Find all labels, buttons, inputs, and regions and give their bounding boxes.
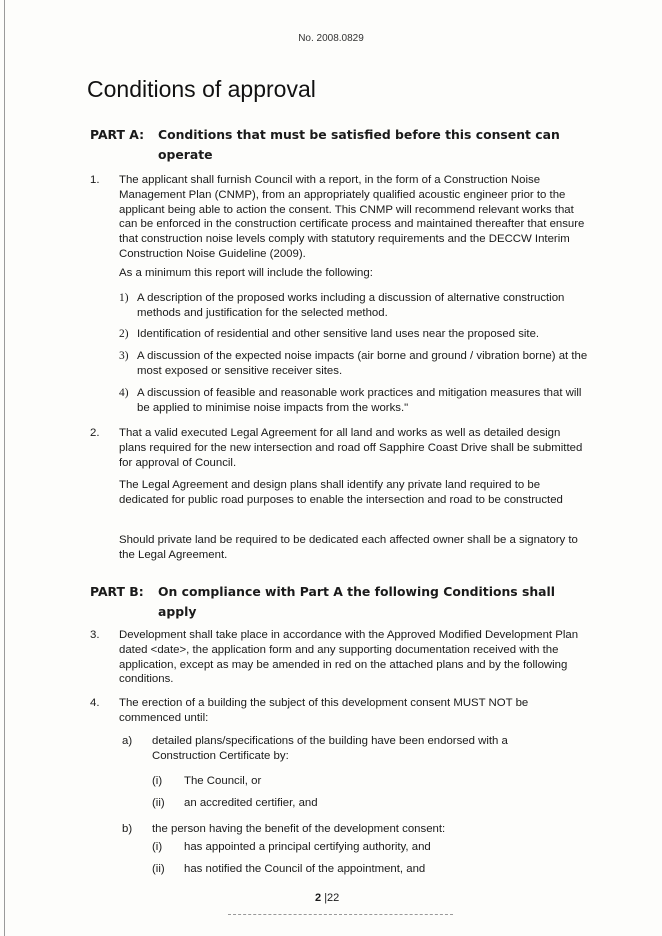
condition-number: 1. [90, 174, 100, 186]
condition-text: That a valid executed Legal Agreement for all land and works as well as detailed design plans required for the new intersection and road off Sapphire Coast Drive shall be submitted for approval of Council. [119, 427, 583, 469]
subitem-text: A description of the proposed works including a discussion of alternative construction methods and justification for the selected method. [137, 292, 565, 319]
page-number: 2 [315, 892, 322, 904]
item-label: a) [122, 735, 133, 747]
page-separator: | [324, 892, 328, 904]
subitem-number: 1) [119, 292, 129, 304]
part-a-text: Conditions that must be satisfied before this consent can operate [158, 127, 560, 162]
subitem-number: 3) [119, 350, 129, 362]
condition-2-para2: The Legal Agreement and design plans shall identify any private land required to be dedicated for public road purposes to enable the intersection and road to be constructed [119, 479, 563, 506]
page-footer [315, 892, 339, 904]
condition-number: 3. [90, 629, 100, 641]
page-title: Conditions of approval [87, 76, 316, 102]
condition-text: The applicant shall furnish Council with a report, in the form of a Construction Noise Management Plan (CNMP), from an appropriately qualified acoustic engineer prior to the applicant being able to action the consent. This CNMP will recommend relevant works that can be enforced in the construction certificate process and maintained thereafter that ensure that construction noise levels comply with statutory requirements and the DECCW Interim Construction Noise Guideline (2009). [119, 174, 585, 260]
condition-text: Development shall take place in accordance with the Approved Modified Development Plan dated <date>, the application form and any supporting documentation received with the application, except as may be amended in red on the attached plans and by the following conditions. [119, 629, 579, 686]
bottom-rule [228, 914, 453, 915]
item-text: an accredited certifier, and [184, 797, 318, 809]
subitem-text: Identification of residential and other sensitive land uses near the proposed site. [137, 328, 540, 340]
condition-2-para3: Should private land be required to be dedicated each affected owner shall be a signatory to the Legal Agreement. [119, 534, 578, 561]
item-text: has appointed a principal certifying authority, and [184, 841, 431, 853]
item-label: (i) [152, 841, 163, 853]
item-label: (ii) [152, 797, 165, 809]
page-total: 22 [327, 892, 340, 904]
subitem-text: A discussion of the expected noise impacts (air borne and ground / vibration borne) at the most exposed or sensitive receiver sites. [137, 350, 588, 377]
part-b-label: PART B: [90, 584, 144, 599]
subitem-number: 2) [119, 328, 129, 340]
document-number: No. 2008.0829 [298, 33, 364, 44]
item-label: b) [122, 823, 133, 835]
scan-edge-line [4, 0, 5, 936]
condition-1-intro: As a minimum this report will include the following: [119, 267, 373, 279]
item-text: detailed plans/specifications of the building have been endorsed with a Construction Certificate by: [152, 735, 508, 762]
part-a-label: PART A: [90, 127, 145, 142]
part-b-heading [90, 582, 590, 622]
subitem-text: A discussion of feasible and reasonable work practices and mitigation measures that will be applied to minimise noise impacts from the works." [137, 387, 582, 414]
condition-number: 2. [90, 427, 100, 439]
item-text: has notified the Council of the appointment, and [184, 863, 426, 875]
part-b-text: On compliance with Part A the following Conditions shall apply [158, 584, 556, 619]
item-text: The Council, or [184, 775, 262, 787]
item-label: (i) [152, 775, 163, 787]
subitem-number: 4) [119, 387, 129, 399]
condition-text: The erection of a building the subject of this development consent MUST NOT be commenced until: [119, 697, 529, 724]
item-text: the person having the benefit of the development consent: [152, 823, 446, 835]
condition-number: 4. [90, 697, 100, 709]
item-label: (ii) [152, 863, 165, 875]
part-a-heading [90, 125, 590, 165]
